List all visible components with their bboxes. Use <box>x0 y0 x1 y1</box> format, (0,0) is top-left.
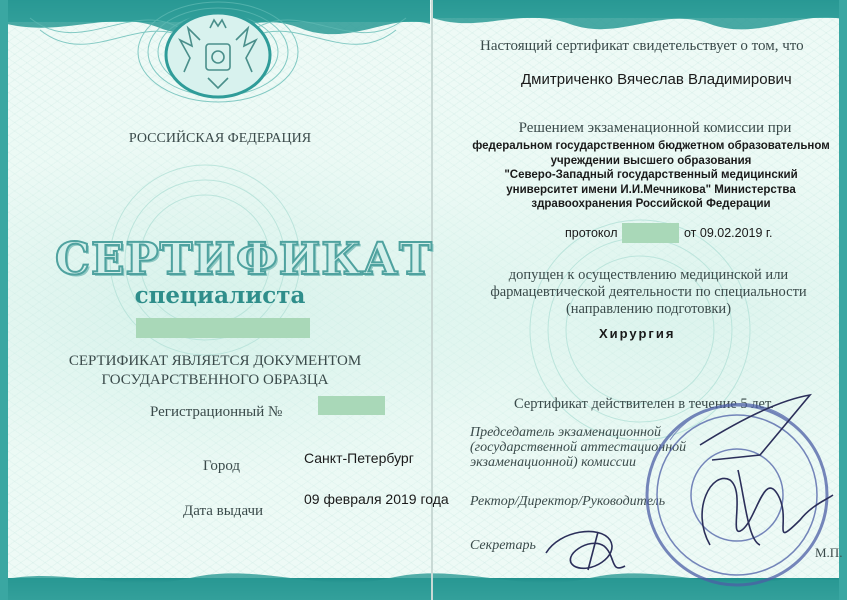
admitted-line-3: (направлению подготовки) <box>565 301 732 317</box>
institution-line-3: "Северо-Западный государственный медицинский <box>504 169 798 181</box>
validity-text: Сертификат действителен в течение 5 лет. <box>514 396 774 412</box>
chair-line-2: (государственной аттестационной <box>470 440 687 455</box>
decision-line: Решением экзаменационной комиссии при <box>518 120 792 136</box>
chair-line-3: экзаменационной) комиссии <box>470 455 636 470</box>
issue-date-value: 09 февраля 2019 года <box>304 491 449 507</box>
admitted-line-2: фармацевтической деятельности по специальности <box>490 284 807 300</box>
protocol-date: от 09.02.2019 г. <box>684 226 773 240</box>
institution-line-4: университет имени И.И.Мечникова" Министерства <box>506 183 796 196</box>
chair-line-1: Председатель экзаменационной <box>470 425 661 440</box>
rector-line: Ректор/Директор/Руководитель <box>470 494 666 509</box>
protocol-label: протокол <box>565 226 618 240</box>
seal-mark-label: М.П. <box>815 545 843 560</box>
city-value: Санкт-Петербург <box>304 450 414 466</box>
country-name: РОССИЙСКАЯ ФЕДЕРАЦИЯ <box>128 131 312 146</box>
registration-number-label: Регистрационный № <box>150 404 283 420</box>
secretary-label: Секретарь <box>470 538 536 553</box>
institution-line-2: учреждении высшего образования <box>550 154 752 167</box>
admitted-line-1: допущен к осуществлению медицинской или <box>508 267 789 283</box>
institution-line-1: федеральном государственном бюджетном образовательном <box>472 140 830 152</box>
statement-line-2: ГОСУДАРСТВЕННОГО ОБРАЗЦА <box>101 372 329 388</box>
issue-date-label: Дата выдачи <box>183 503 264 519</box>
certificate-title: СЕРТИФИКАТ <box>55 234 433 285</box>
holder-name: Дмитриченко Вячеслав Владимирович <box>521 71 792 88</box>
city-label: Город <box>203 458 241 474</box>
institution-line-5: здравоохранения Российской Федерации <box>531 198 771 210</box>
intro-text: Настоящий сертификат свидетельствует о том, что <box>480 38 804 54</box>
statement-line-1: СЕРТИФИКАТ ЯВЛЯЕТСЯ ДОКУМЕНТОМ <box>68 353 362 369</box>
specialty-value: Хирургия <box>599 326 676 341</box>
certificate-subtitle: специалиста <box>134 282 306 309</box>
